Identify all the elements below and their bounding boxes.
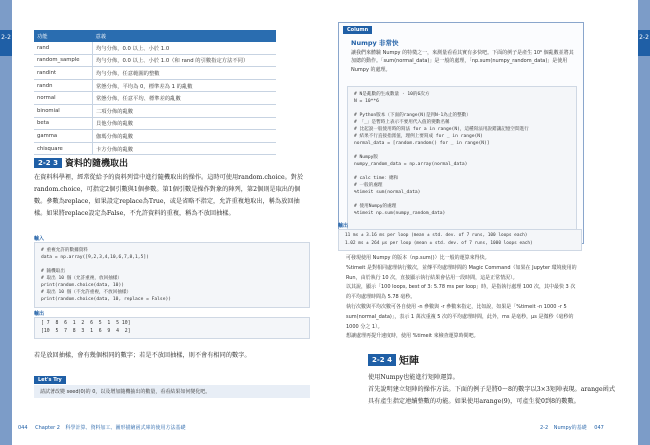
after-output-note: 若是放回抽樣，會有幾個相同的數字；若是不放回抽樣，則不會有相同的數字。 [34,352,251,359]
table-cell-function: gamma [34,130,93,143]
section-title: 資料的隨機取出 [64,159,128,169]
code-line: # 使用Numpy的處理 [354,204,397,209]
column-intro-text: 讓我們來體驗 Numpy 的特徵之一，來測量看看其實有多快吧。下面的例子是產生 10⁶ 個亂數並將其加總的動作。「sum(normal_data)」是一般的處理，「np.sum(numpy_random_data)」是使用 Numpy 的處理。 [351,50,574,73]
right-tab-label: 2-2 [638,30,650,56]
input-label: 輸入 [34,236,45,242]
output-line: [ 7 8 6 1 2 6 5 1 5 10] [41,321,131,326]
section-prefix-text: 2-2 [38,158,51,167]
random-functions-table [34,30,276,155]
column-tag: Column [343,26,372,34]
code-line: # Python版本（下面的range(N)是到N-1為止的整數） [354,113,471,118]
section-title: 矩陣 [398,356,419,367]
right-footer-title: Numpy的基礎 [553,425,587,431]
table-cell-function: random_sample [34,54,93,67]
code-line: # 隨機取出 [41,269,65,274]
code-line: # Numpy版 [354,155,378,160]
right-footer-section: 2-2 [540,425,549,431]
code-line [354,168,570,175]
code-line [41,261,303,268]
explain-line: 執行次數與平均次數可各自使用 -n 參數與 -r 參數來指定，比如說，如果是「%timeit -n 1000 -r 5 sum(normal_data)」，表示 1 萬次重複 5 次的平均處理時間，此外，ms 是毫秒，µs 是微秒（毫秒的 1000 分之 1）。 [346,303,574,330]
input-code-block [34,235,310,308]
code-line [354,105,570,112]
output-code [34,317,310,339]
section-prefix [368,354,396,366]
section-heading-2-2-3 [34,156,128,169]
table-cell-function: normal [34,92,93,105]
column-title: Numpy 非常快 [351,39,399,47]
table-cell-meaning: 均勻分佈，任意範圍的整數 [93,67,277,80]
output-block [34,310,310,339]
matrix-paragraph [368,372,618,408]
output-label: 輸出 [34,311,45,317]
code-line: # 「_」是暫時上表示不要用代入值的變數名稱 [354,120,450,125]
code-line: N = 10**6 [354,99,379,104]
lets-try-text: 請試著改變 seed(0)的 0，以及增加隨機抽出的數量，看看結果如何變化吧。 [34,385,310,398]
left-chapter-tab [0,0,12,445]
right-footer-page: 047 [594,425,604,431]
table-cell-meaning: 卡方分佈的亂數 [93,142,277,155]
output-line: [10 5 7 8 3 1 6 9 4 2] [41,329,131,334]
section-heading-2-2-4 [368,352,419,367]
table-cell-meaning: 均勻分佈，0.0 以上、小於 1.0 [93,42,277,54]
table-cell-meaning: 伽瑪分佈的亂數 [93,130,277,143]
code-line: # 一般的處理 [354,183,383,188]
input-code [34,242,310,308]
table-cell-meaning: 貝他分佈的亂數 [93,117,277,130]
column-box [338,22,584,244]
table-cell-function: rand [34,42,93,54]
left-page [34,22,312,422]
table-cell-function: beta [34,117,93,130]
table-cell-function: randn [34,79,93,92]
column-output-block [338,222,582,251]
matrix-para-1: 使用Numpy也能進行矩陣運算。 [368,374,459,381]
left-footer [18,424,186,431]
left-footer-title: 科學計算、資料加工、圖形描繪函式庫的使用方法基礎 [65,425,186,431]
section-prefix [34,158,62,168]
table-row [34,142,276,155]
table-row [34,54,276,67]
table-cell-function: chisquare [34,142,93,155]
code-line: # 比起說一般使用時的寫法 for a in range(N)，這種寫法用說錯讓記憶空間進行 [354,127,529,132]
right-page [338,22,620,422]
output-line: 11 ms ± 3.16 ms per loop (mean ± std. dev. of 7 runs, 100 loops each) [345,233,528,238]
table-header-function: 功能 [34,30,93,42]
table-cell-meaning: 均勻分佈，0.0 以上、小於 1.0（和 rand 的引數指定方法不同） [93,54,277,67]
column-explanation [346,254,578,342]
code-line: data = np.array([9,2,3,4,10,6,7,8,1,5]) [41,255,149,260]
explain-line: %timeit 是對相同處理執行數次，並傳平均處理時間的 Magic Command（如果在 Jupyter 環境使用的 Run，由於執行 10 次，直接顯示執行結果會佔用一段時間，這是正常情況）。 [346,264,577,281]
left-footer-chapter: Chapter 2 [35,425,60,431]
right-footer [540,424,604,431]
output-line: 1.02 ms ± 264 µs per loop (mean ± std. dev. of 7 runs, 1000 loops each) [345,241,533,246]
code-line: print(random.choice(data, 10, replace = False)) [41,297,171,302]
explain-line: 以其說，顯示「100 loops, best of 3: 5.78 ms per loop」時，是指執行處理 100 次，其中最快 3 次的平均處理時間為 5.78 毫秒。 [346,284,576,301]
column-output-code [338,229,582,251]
table-row [34,67,276,80]
table-row [34,92,276,105]
table-row [34,42,276,54]
code-line: # 取出 10 個（不允許重複，不放回抽樣） [41,290,132,295]
code-line: %timeit sum(normal_data) [354,190,421,195]
code-line: %timeit np.sum(numpy_random_data) [354,211,446,216]
explain-line: 可發現使用 Numpy 的版本（np.sum()）比一般的運算來得快。 [346,255,490,261]
table-row [34,117,276,130]
section-number: 4 [387,355,392,364]
section-prefix-text: 2-2 [372,355,385,364]
code-line [354,196,570,203]
lets-try-label: Let's Try [34,376,66,384]
table-header-meaning: 意義 [93,30,277,42]
table-cell-meaning: 二項分佈的亂數 [93,104,277,117]
table-cell-function: randint [34,67,93,80]
table-header-row [34,30,276,42]
column-code [347,86,577,230]
left-footer-page: 044 [18,425,28,431]
table-cell-function: binomial [34,104,93,117]
code-line: # calc time：總和 [354,176,399,181]
table-row [34,130,276,143]
code-line: # 取出 10 個（允許重複，放回抽樣） [41,276,122,281]
section-paragraph: 在資料科學裡，經常從給予的資料列當中進行隨機取出的操作。這時可使用random.choice。對於random.choice，可指定2個引數與1個參數。第1個引數是操作對象的陣列，第2個則是取出的個數。參數為replace，如果設定replace為True，或是省略不指定，允許重複地取出，稱為放回抽樣。如果將replace設定為False，不允許資料的重複，稱為不放回抽樣。 [34,174,304,217]
code-line: # N是亂數的生成數量 · 10的6次方 [354,92,430,97]
lets-try-box [34,366,310,398]
explain-line: 想讓處理再提升速度時，使用 %timeit 來檢查運算時間吧。 [346,333,479,340]
section-number: 3 [53,158,58,167]
table-row [34,79,276,92]
code-line: # 結果不行直接指派值，理例上要寫成 for _ in range(N) [354,134,483,139]
column-output-label: 輸出 [338,223,349,229]
left-tab-label: 2-2 [0,30,12,56]
code-line: # 重複允許的數據資料 [41,248,88,253]
code-line: normal_data = [random.random() for _ in range(N)] [354,141,490,146]
code-line [354,147,570,154]
table-cell-meaning: 常態分佈，任意平均、標準差的亂數 [93,92,277,105]
table-cell-meaning: 常態分佈，平均為 0，標準差為 1 的亂數 [93,79,277,92]
matrix-para-2: 首先說明建立矩陣的操作方法。下面的例子是將0～8的數字以3×3矩陣表現。arange函式具有產生指定連續整數的功能。如果使用arange(9)，可產生從0到8的數數。 [368,386,616,405]
code-line: print(random.choice(data, 10)) [41,283,124,288]
table-row [34,104,276,117]
right-chapter-tab [638,0,650,445]
code-line: numpy_random_data = np.array(normal_data) [354,162,468,167]
